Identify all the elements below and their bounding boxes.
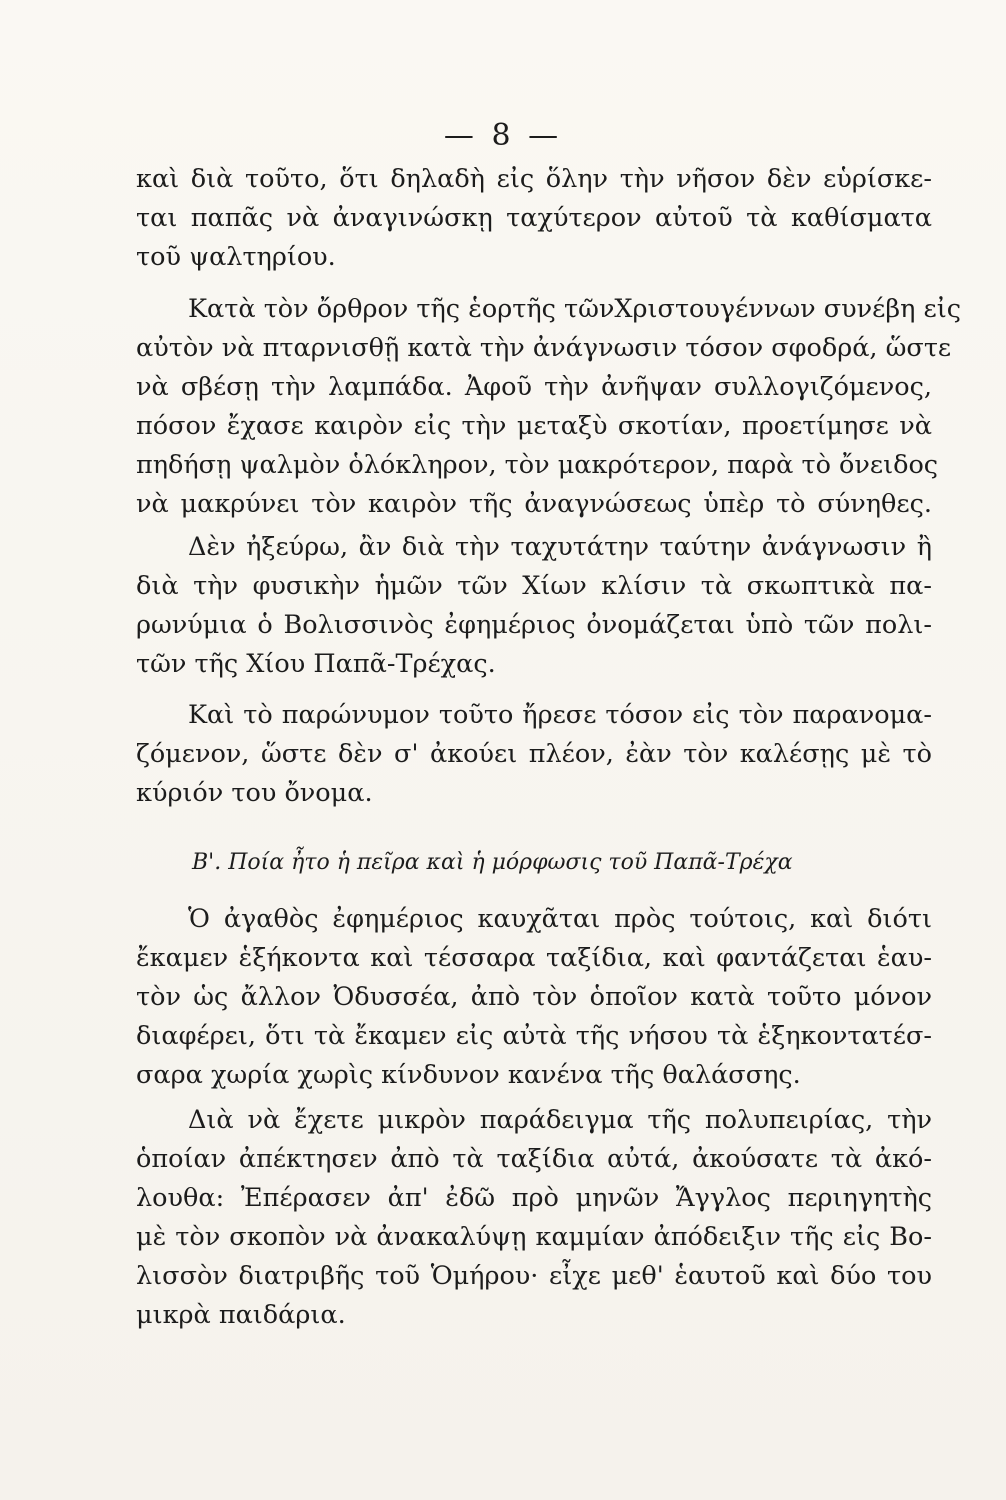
text-line: μὲ τὸν σκοπὸν νὰ ἀνακαλύψῃ καμμίαν ἀπόδειξιν τῆς εἰς Βο-	[136, 1222, 932, 1252]
paragraph	[136, 900, 932, 1095]
text-line: διὰ τὴν φυσικὴν ἡμῶν τῶν Χίων κλίσιν τὰ σκωπτικὰ πα-	[136, 571, 932, 601]
text-line: ρωνύμια ὁ Βολισσινὸς ἐφημέριος ὀνομάζεται ὑπὸ τῶν πολι-	[136, 610, 932, 640]
text-line: Δὲν ἠξεύρω, ἂν διὰ τὴν ταχυτάτην ταύτην ἀνάγνωσιν ἢ	[188, 532, 932, 562]
paragraph	[136, 696, 932, 813]
text-line: Ὁ ἀγαθὸς ἐφημέριος καυχᾶται πρὸς τούτοις, καὶ διότι	[188, 904, 932, 934]
text-line: νὰ σβέσῃ τὴν λαμπάδα. Ἀφοῦ τὴν ἀνῆψαν συλλογιζόμενος,	[136, 372, 932, 402]
text-line: πόσον ἔχασε καιρὸν εἰς τὴν μεταξὺ σκοτίαν, προετίμησε νὰ	[136, 411, 932, 441]
text-line: διαφέρει, ὅτι τὰ ἔκαμεν εἰς αὐτὰ τῆς νήσου τὰ ἑξηκοντατέσ-	[136, 1021, 932, 1051]
text-line: ζόμενον, ὥστε δὲν σ' ἀκούει πλέον, ἐὰν τὸν καλέσῃς μὲ τὸ	[136, 739, 932, 769]
text-line: Κατὰ τὸν ὄρθρον τῆς ἑορτῆς τῶνΧριστουγέννων συνέβη εἰς	[188, 294, 961, 324]
body-text	[136, 160, 961, 1335]
text-line: πηδήσῃ ψαλμὸν ὁλόκληρον, τὸν μακρότερον, παρὰ τὸ ὄνειδος	[136, 450, 939, 480]
paragraph	[136, 528, 932, 684]
text-line: μικρὰ παιδάρια.	[136, 1300, 346, 1330]
paragraph	[136, 160, 932, 277]
text-line: νὰ μακρύνει τὸν καιρὸν τῆς ἀναγνώσεως ὑπὲρ τὸ σύνηθες.	[136, 489, 932, 519]
text-line: καὶ διὰ τοῦτο, ὅτι δηλαδὴ εἰς ὅλην τὴν νῆσον δὲν εὑρίσκε-	[136, 164, 932, 194]
text-line: Καὶ τὸ παρώνυμον τοῦτο ἤρεσε τόσον εἰς τὸν παρανομα-	[188, 700, 932, 730]
text-line: ὁποίαν ἀπέκτησεν ἀπὸ τὰ ταξίδια αὐτά, ἀκούσατε τὰ ἀκό-	[136, 1144, 932, 1174]
page-number: — 8 —	[443, 118, 563, 153]
text-line: λουθα: Ἐπέρασεν ἀπ' ἐδῶ πρὸ μηνῶν Ἄγγλος περιηγητὴς	[136, 1183, 932, 1213]
text-line: αὐτὸν νὰ πταρνισθῇ κατὰ τὴν ἀνάγνωσιν τόσον σφοδρά, ὥστε	[136, 333, 952, 363]
text-line: Διὰ νὰ ἔχετε μικρὸν παράδειγμα τῆς πολυπειρίας, τὴν	[188, 1105, 932, 1135]
text-line: τὸν ὡς ἄλλον Ὀδυσσέα, ἀπὸ τὸν ὁποῖον κατὰ τοῦτο μόνον	[136, 982, 932, 1012]
paragraph	[136, 290, 961, 524]
text-line: λισσὸν διατριβῆς τοῦ Ὁμήρου· εἶχε μεθ' ἑαυτοῦ καὶ δύο του	[136, 1261, 932, 1291]
text-line: ἔκαμεν ἑξήκοντα καὶ τέσσαρα ταξίδια, καὶ φαντάζεται ἑαυ-	[136, 943, 932, 973]
chapter-heading: Β'. Ποία ἦτο ἡ πεῖρα καὶ ἡ μόρφωσις τοῦ Παπᾶ-Τρέχα	[192, 850, 793, 875]
text-line: ται παπᾶς νὰ ἀναγινώσκῃ ταχύτερον αὐτοῦ τὰ καθίσματα	[136, 203, 932, 233]
text-line: τοῦ ψαλτηρίου.	[136, 242, 336, 272]
text-line: σαρα χωρία χωρὶς κίνδυνον κανένα τῆς θαλάσσης.	[136, 1060, 801, 1090]
text-line: κύριόν του ὄνομα.	[136, 778, 373, 808]
text-line: τῶν τῆς Χίου Παπᾶ-Τρέχας.	[136, 649, 496, 679]
paragraph	[136, 1101, 932, 1335]
